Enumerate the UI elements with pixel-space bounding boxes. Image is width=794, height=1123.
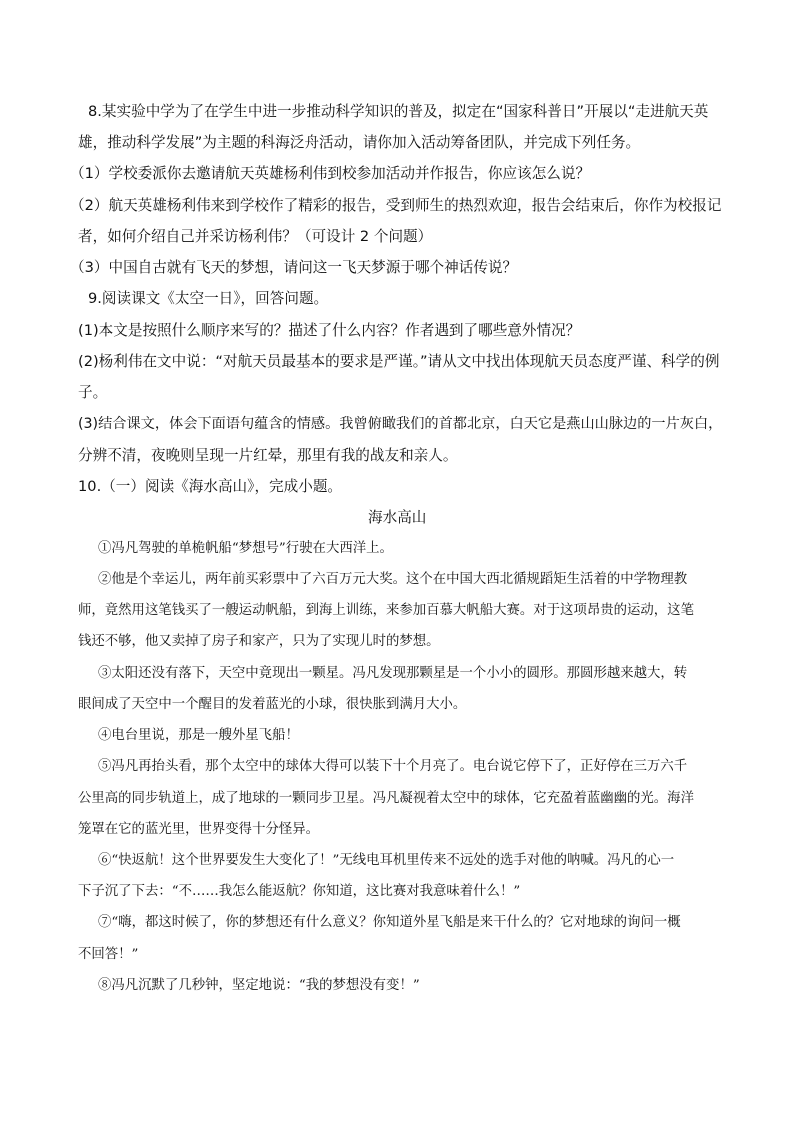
passage-paragraph-5-line-1: ⑤冯凡再抬头看，那个太空中的球体大得可以装下十个月亮了。电台说它停下了，正好停在三万六千: [98, 759, 688, 774]
passage-paragraph-3-line-1: ③太阳还没有落下，天空中竟现出一颗星。冯凡发现那颗星是一个小小的圆形。那圆形越来越大，转: [98, 666, 688, 681]
passage-paragraph-5-line-2: 公里高的同步轨道上，成了地球的一颗同步卫星。冯凡凝视着太空中的球体，它充盈着蓝幽幽的光。海洋: [78, 791, 694, 806]
passage-paragraph-2-line-1: ②他是个幸运儿，两年前买彩票中了六百万元大奖。这个在中国大西北循规蹈矩生活着的中学物理教: [98, 572, 688, 587]
q9-sub-question-3-line-2: 分辨不清，夜晚则呈现一片红晕，那里有我的战友和亲人。: [78, 447, 458, 464]
passage-paragraph-6-line-1: ⑥“快返航！这个世界要发生大变化了！”无线电耳机里传来不远处的选手对他的呐喊。冯凡的心一: [98, 853, 675, 868]
passage-paragraph-4: ④电台里说，那是一艘外星飞船！: [98, 728, 299, 743]
q8-sub-question-2-line-1: （2）航天英雄杨利伟来到学校作了精彩的报告，受到师生的热烈欢迎，报告会结束后，你作为校报记: [70, 197, 722, 214]
q9-sub-question-1: (1)本文是按照什么顺序来写的？描述了什么内容？作者遇到了哪些意外情况？: [78, 322, 581, 339]
q8-sub-question-2-line-2: 者，如何介绍自己并采访杨利伟？（可设计 2 个问题）: [78, 228, 433, 245]
q8-text-line-1: 8.某实验中学为了在学生中进一步推动科学知识的普及，拟定在“国家科普日”开展以“走进航天英: [88, 103, 709, 120]
q9-intro: 9.阅读课文《太空一日》，回答问题。: [88, 290, 329, 307]
q9-sub-question-3-line-1: (3)结合课文，体会下面语句蕴含的情感。我曾俯瞰我们的首都北京，白天它是燕山山脉边的一片灰白，: [78, 416, 723, 432]
q9-sub-question-2-line-2: 子。: [78, 384, 108, 401]
passage-paragraph-3-line-2: 眼间成了天空中一个醒目的发着蓝光的小球，很快胀到满月大小。: [78, 697, 467, 712]
q10-intro: 10.（一）阅读《海水高山》，完成小题。: [78, 478, 343, 495]
passage-paragraph-6-line-2: 下子沉了下去：“不……我怎么能返航？你知道，这比赛对我意味着什么！”: [78, 884, 521, 899]
passage-paragraph-5-line-3: 笼罩在它的蓝光里，世界变得十分怪异。: [78, 822, 320, 837]
q9-sub-question-2-line-1: (2)杨利伟在文中说：“对航天员最基本的要求是严谨。”请从文中找出体现航天员态度严谨、科学的例: [78, 353, 720, 370]
passage-paragraph-8: ⑧冯凡沉默了几秒钟，坚定地说：“我的梦想没有变！”: [98, 978, 420, 993]
q8-sub-question-3: （3）中国自古就有飞天的梦想，请问这一飞天梦源于哪个神话传说？: [70, 259, 518, 276]
passage-paragraph-2-line-3: 钱还不够，他又卖掉了房子和家产，只为了实现儿时的梦想。: [78, 634, 440, 649]
passage-paragraph-7-line-1: ⑦“嗨，都这时候了，你的梦想还有什么意义？你知道外星飞船是来干什么的？它对地球的询问一概: [98, 915, 681, 930]
q8-text-line-2: 雄，推动科学发展”为主题的科海泛舟活动，请你加入活动筹备团队，并完成下列任务。: [78, 134, 641, 151]
passage-paragraph-7-line-2: 不回答！”: [78, 947, 139, 962]
passage-title: 海水高山: [368, 509, 427, 526]
passage-paragraph-2-line-2: 师，竟然用这笔钱买了一艘运动帆船，到海上训练，来参加百慕大帆船大赛。对于这项昂贵的运动，这笔: [78, 603, 694, 618]
passage-paragraph-1: ①冯凡驾驶的单桅帆船“梦想号”行驶在大西洋上。: [98, 541, 393, 556]
q8-sub-question-1: （1）学校委派你去邀请航天英雄杨利伟到校参加活动并作报告，你应该怎么说？: [70, 165, 591, 182]
